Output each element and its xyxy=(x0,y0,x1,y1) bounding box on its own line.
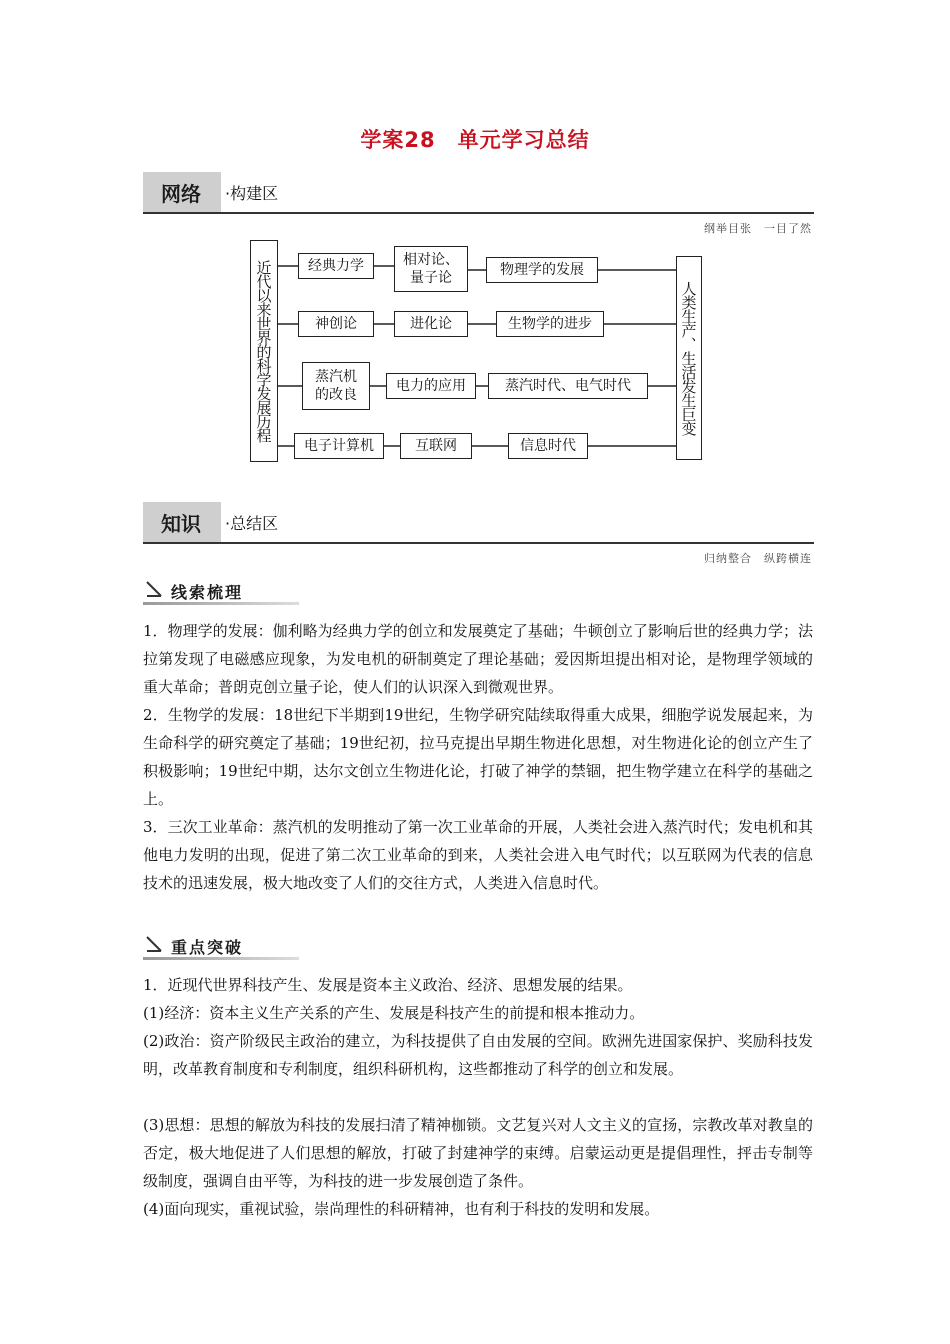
page-title: 学案28 单元学习总结 xyxy=(360,128,590,152)
section-header-network xyxy=(143,172,814,235)
subheading-key-points xyxy=(143,933,299,959)
key-paragraph-3: (2)政治：资产阶级民主政治的建立，为科技提供了自由发展的空间。欧洲先进国家保护、奖励科技发明，改革教育制度和专利制度，组织科研机构，这些都推动了科学的创立和发展。 xyxy=(143,1032,813,1078)
section-subtitle: ·构建区 xyxy=(225,184,279,203)
concept-map xyxy=(250,240,702,464)
right-result-box: 人类生产、生活发生巨变 xyxy=(676,256,702,460)
subheading-clues xyxy=(143,578,299,604)
node-creationism: 神创论 xyxy=(298,311,374,337)
node-computer: 电子计算机 xyxy=(294,433,384,459)
node-evolution: 进化论 xyxy=(394,311,468,337)
subheading-underline xyxy=(143,957,299,960)
node-classical-mechanics: 经典力学 xyxy=(298,253,374,279)
node-internet: 互联网 xyxy=(400,433,472,459)
section-title: 知识 xyxy=(161,512,201,536)
section-motto: 纲举目张 一目了然 xyxy=(704,222,812,235)
subheading-text: 重点突破 xyxy=(171,938,244,957)
section-motto: 归纳整合 纵跨横连 xyxy=(704,552,812,565)
diagonal-mark-icon xyxy=(146,936,162,952)
key-paragraph-2: (1)经济：资本主义生产关系的产生、发展是科技产生的前提和根本推动力。 xyxy=(143,1004,645,1022)
divider xyxy=(143,212,814,214)
subheading-text: 线索梳理 xyxy=(171,583,244,602)
node-information-age: 信息时代 xyxy=(508,433,588,459)
subheading-underline xyxy=(143,602,299,605)
clue-paragraph-2: 2．生物学的发展：18世纪下半期到19世纪，生物学研究陆续取得重大成果，细胞学说发展起来，为生命科学的研究奠定了基础；19世纪初，拉马克提出早期生物进化思想，对生物进化论的创立产生了积极影响；19世纪中期，达尔文创立生物进化论，打破了神学的禁锢，把生物学建立在科学的基础之上。 xyxy=(143,706,813,808)
key-paragraph-4: (3)思想：思想的解放为科技的发展扫清了精神枷锁。文艺复兴对人文主义的宣扬，宗教改革对教皇的否定，极大地促进了人们思想的解放，打破了封建神学的束缚。启蒙运动更是提倡理性，抨击专制等级制度，强调自由平等，为科技的进一步发展创造了条件。 xyxy=(143,1116,813,1190)
section-title: 网络 xyxy=(161,182,201,206)
node-biology-progress: 生物学的进步 xyxy=(496,311,604,337)
node-electric-power: 电力的应用 xyxy=(386,373,476,399)
key-paragraph-5: (4)面向现实，重视试验，崇尚理性的科研精神，也有利于科技的发明和发展。 xyxy=(143,1200,660,1218)
clue-paragraph-1: 1．物理学的发展：伽利略为经典力学的创立和发展奠定了基础；牛顿创立了影响后世的经典力学；法拉第发现了电磁感应现象，为发电机的研制奠定了理论基础；爱因斯坦提出相对论，是物理学领域的重大革命；普朗克创立量子论，使人们的认识深入到微观世界。 xyxy=(143,622,813,696)
node-steam-electric-age: 蒸汽时代、电气时代 xyxy=(488,373,648,399)
left-title-box: 近代以来世界的科学发展历程 xyxy=(250,240,278,462)
divider xyxy=(143,542,814,544)
section-subtitle: ·总结区 xyxy=(225,514,279,533)
node-steam-engine: 蒸汽机的改良 xyxy=(302,362,370,410)
clue-paragraph-3: 3．三次工业革命：蒸汽机的发明推动了第一次工业革命的开展，人类社会进入蒸汽时代；发电机和其他电力发明的出现，促进了第二次工业革命的到来，人类社会进入电气时代；以互联网为代表的信息技术的迅速发展，极大地改变了人们的交往方式，人类进入信息时代。 xyxy=(143,818,813,892)
diagonal-mark-icon xyxy=(146,581,162,597)
node-physics-development: 物理学的发展 xyxy=(486,257,598,283)
section-header-knowledge xyxy=(143,502,814,565)
node-relativity-quantum: 相对论、量子论 xyxy=(394,246,468,292)
key-paragraph-1: 1．近现代世界科技产生、发展是资本主义政治、经济、思想发展的结果。 xyxy=(143,976,633,994)
